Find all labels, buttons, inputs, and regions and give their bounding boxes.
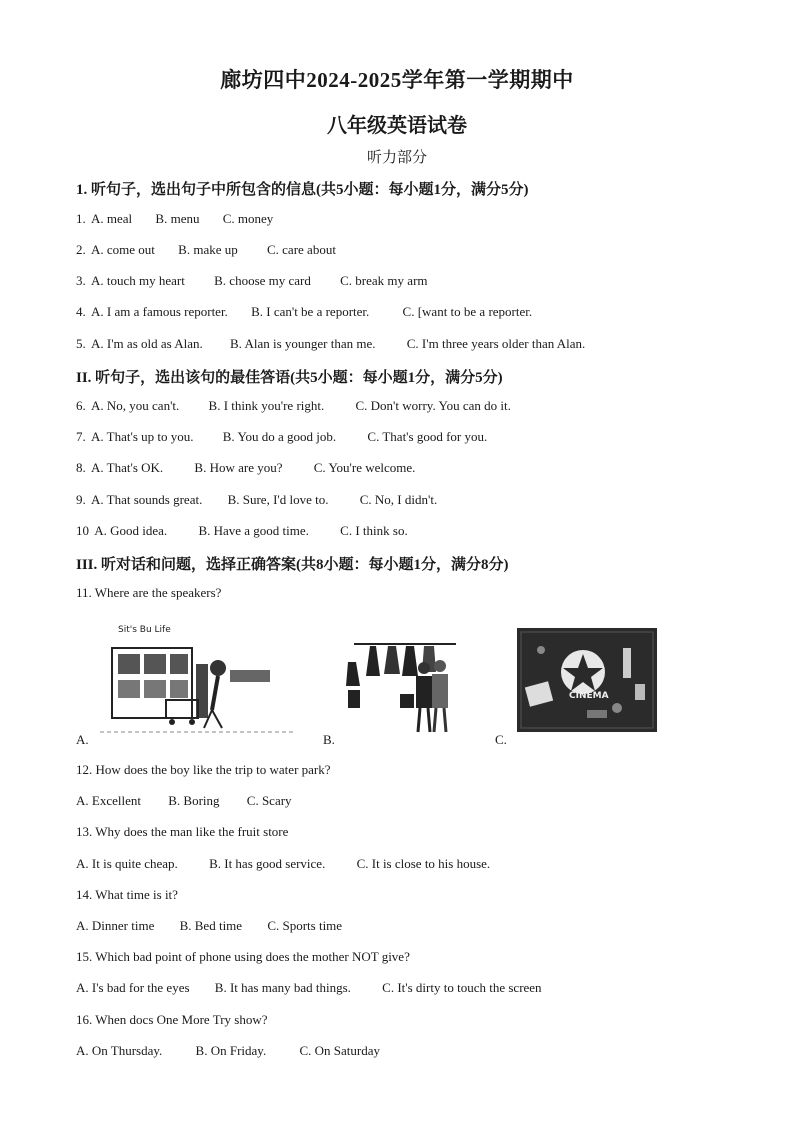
section-2-heading: II. 听句子，选出该句的最佳答语(共5小题：每小题1分，满分5分) [76, 370, 503, 386]
question-row [76, 304, 532, 320]
question-number: 1. [76, 211, 86, 226]
option-a: A. That's OK. [91, 460, 164, 475]
question-row [76, 793, 292, 809]
option-b: B. Sure, I'd love to. [227, 492, 329, 507]
option-c: C. It's dirty to touch the screen [382, 980, 542, 995]
shop-sign-text: Sit's Bu Life [118, 625, 171, 635]
option-b: B. Have a good time. [198, 523, 309, 538]
picture-label-b: B. [323, 732, 335, 747]
question-stem: 16. When docs One More Try show? [76, 1012, 268, 1027]
option-b: B. Boring [168, 793, 220, 808]
option-b: B. On Friday. [195, 1043, 267, 1058]
question-row [76, 336, 585, 352]
question-number: 6. [76, 398, 86, 413]
option-c: C. You're welcome. [313, 460, 416, 475]
option-b: B. I think you're right. [208, 398, 325, 413]
option-c: C. I'm three years older than Alan. [406, 336, 586, 351]
picture-cinema [517, 628, 657, 732]
picture-label-c: C. [495, 732, 507, 747]
question-stem: 15. Which bad point of phone using does the mother NOT give? [76, 949, 410, 964]
picture-label-a: A. [76, 732, 89, 747]
question-row [76, 492, 437, 508]
option-c: C. Scary [246, 793, 292, 808]
option-c: C. It is close to his house. [356, 856, 491, 871]
option-b: B. I can't be a reporter. [251, 304, 370, 319]
question-number: 4. [76, 304, 86, 319]
option-a: A. I's bad for the eyes [76, 980, 190, 995]
option-b: B. It has good service. [209, 856, 326, 871]
option-b: B. menu [155, 211, 200, 226]
exam-title: 廊坊四中2024-2025学年第一学期期中 [220, 68, 574, 92]
part-label: 听力部分 [366, 150, 427, 166]
question-row [76, 523, 408, 539]
option-a: A. Excellent [76, 793, 141, 808]
question-row [76, 460, 415, 476]
option-b: B. make up [178, 242, 238, 257]
question-row [76, 856, 490, 872]
question-number: 3. [76, 273, 86, 288]
option-c: C. Don't worry. You can do it. [355, 398, 511, 413]
option-a: A. I'm as old as Alan. [91, 336, 203, 351]
exam-subtitle: 八年级英语试卷 [327, 115, 467, 137]
option-c: C. money [222, 211, 274, 226]
question-number: 2. [76, 242, 86, 257]
question-number: 7. [76, 429, 86, 444]
option-c: C. That's good for you. [367, 429, 488, 444]
question-stem: 14. What time is it? [76, 887, 178, 902]
option-a: A. It is quite cheap. [76, 856, 178, 871]
cinema-illustration [517, 628, 657, 732]
option-c: C. break my arm [340, 273, 428, 288]
clothes-store-illustration [344, 636, 462, 736]
option-c: C. I think so. [340, 523, 408, 538]
section-1-heading: 1. 听句子，选出句子中所包含的信息(共5小题：每小题1分，满分5分) [76, 182, 529, 198]
cinema-sign-text: CINEMA [569, 691, 609, 701]
option-a: A. meal [91, 211, 133, 226]
option-a: A. That's up to you. [91, 429, 194, 444]
option-a: A. come out [91, 242, 155, 257]
question-row [76, 1043, 380, 1059]
question-row [76, 211, 273, 227]
option-b: B. You do a good job. [222, 429, 337, 444]
option-a: A. Dinner time [76, 918, 155, 933]
section-3-heading: III. 听对话和问题，选择正确答案(共8小题：每小题1分，满分8分) [76, 557, 509, 573]
option-a: A. touch my heart [91, 273, 185, 288]
option-c: C. care about [266, 242, 336, 257]
option-a: A. No, you can't. [91, 398, 180, 413]
option-c: C. No, I didn't. [359, 492, 438, 507]
question-number: 10 [76, 523, 89, 538]
question-row [76, 398, 511, 414]
option-b: B. How are you? [194, 460, 283, 475]
picture-clothes-store [344, 636, 462, 736]
option-a: A. On Thursday. [76, 1043, 163, 1058]
option-c: C. Sports time [267, 918, 343, 933]
option-b: B. Bed time [179, 918, 243, 933]
question-stem: 11. Where are the speakers? [76, 585, 222, 600]
shop-illustration [100, 620, 296, 736]
question-row [76, 429, 487, 445]
option-a: A. I am a famous reporter. [91, 304, 228, 319]
option-c: C. On Saturday [299, 1043, 380, 1058]
question-number: 5. [76, 336, 86, 351]
question-row [76, 242, 336, 258]
option-b: B. Alan is younger than me. [230, 336, 376, 351]
question-stem: 12. How does the boy like the trip to water park? [76, 762, 331, 777]
option-c: C. [want to be a reporter. [402, 304, 533, 319]
question-row [76, 980, 542, 996]
option-a: A. Good idea. [94, 523, 168, 538]
option-a: A. That sounds great. [91, 492, 203, 507]
question-number: 9. [76, 492, 86, 507]
question-row [76, 918, 342, 934]
option-b: B. choose my card [214, 273, 311, 288]
question-number: 8. [76, 460, 86, 475]
question-row [76, 273, 428, 289]
question-stem: 13. Why does the man like the fruit store [76, 824, 289, 839]
option-b: B. It has many bad things. [214, 980, 351, 995]
picture-shop [100, 620, 296, 736]
